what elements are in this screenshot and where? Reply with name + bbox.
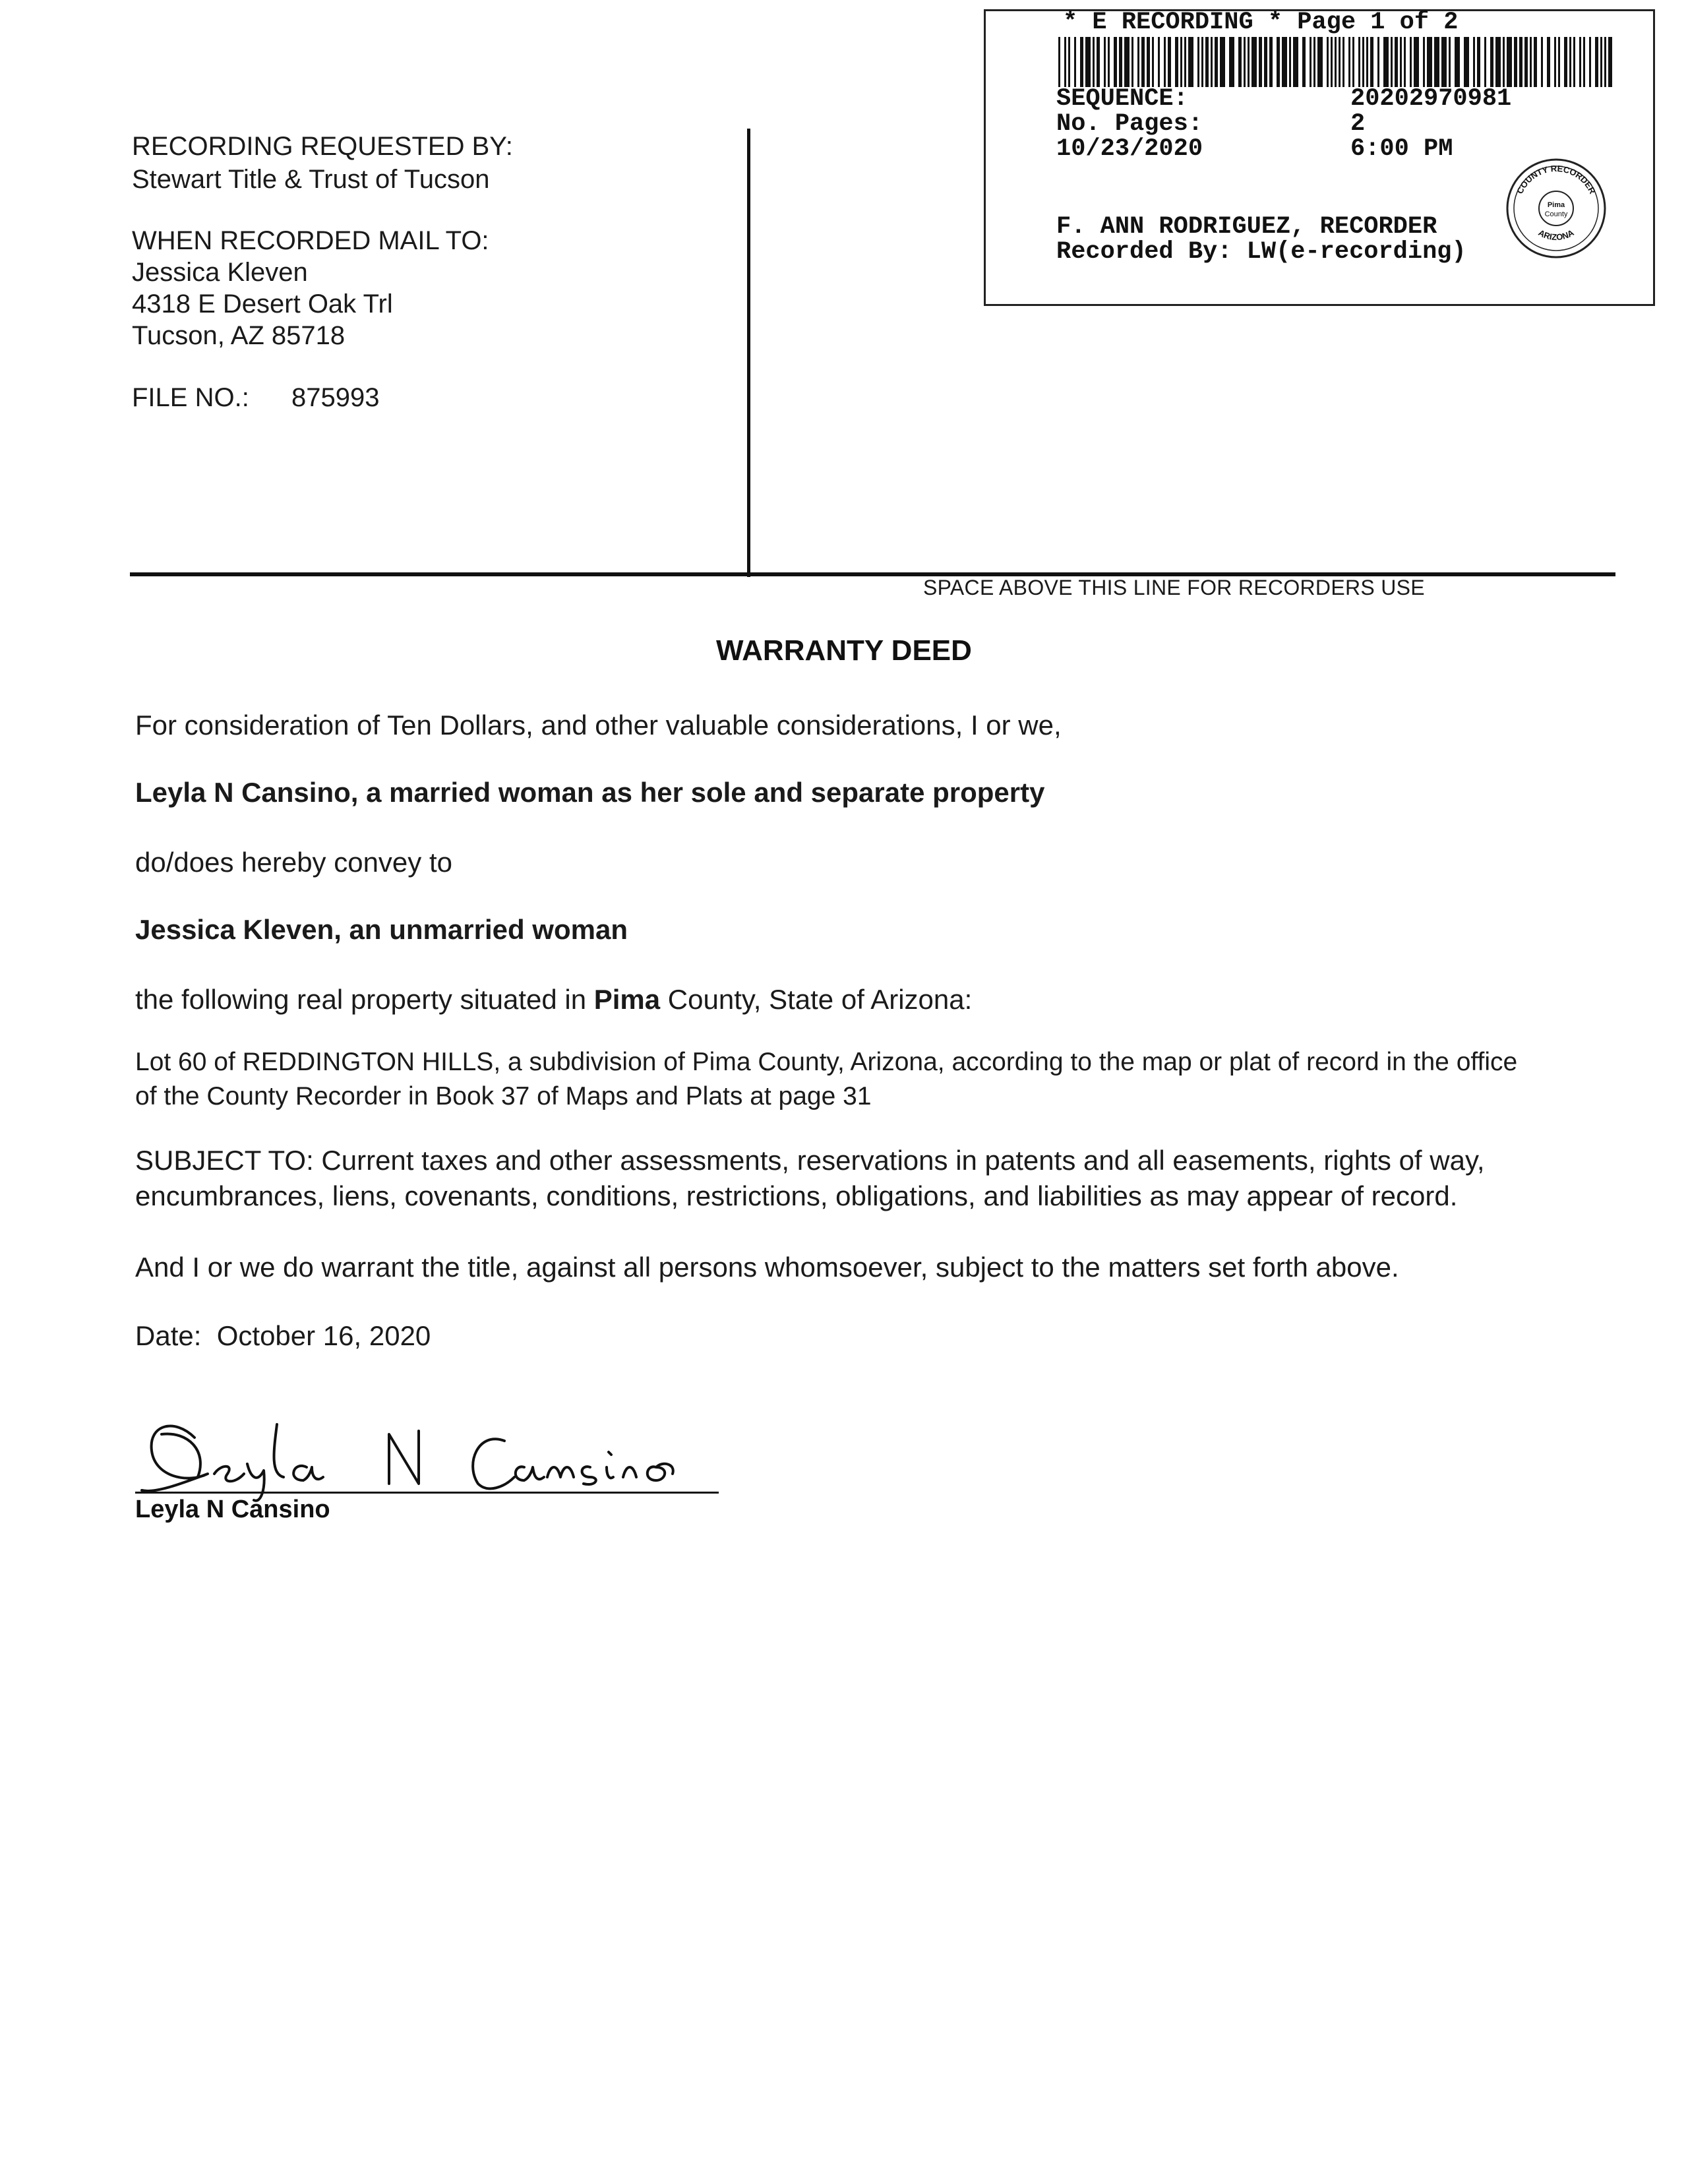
- grantee-text: Jessica Kleven, an unmarried woman: [135, 914, 628, 945]
- barcode-bar: [1583, 37, 1585, 87]
- barcode-bar: [1473, 37, 1475, 87]
- convey-text: do/does hereby convey to: [135, 847, 452, 878]
- barcode-bar: [1377, 37, 1379, 87]
- sequence-value: 20202970981: [1350, 85, 1512, 113]
- barcode-bar: [1579, 37, 1581, 87]
- barcode-bar: [1197, 37, 1199, 87]
- barcode-bar: [1164, 37, 1166, 87]
- file-no-value: 875993: [291, 383, 380, 412]
- barcode-bar: [1131, 37, 1133, 87]
- barcode-bar: [1534, 37, 1537, 87]
- barcode-bar: [1104, 37, 1106, 87]
- barcode-bar: [1064, 37, 1066, 87]
- barcode-bar: [1352, 37, 1354, 87]
- barcode-bar: [1484, 37, 1486, 87]
- pages-label: No. Pages:: [1056, 110, 1203, 138]
- barcode-bar: [1188, 37, 1193, 87]
- barcode-bar: [1114, 37, 1117, 87]
- mail-to-city: Tucson, AZ 85718: [132, 321, 346, 350]
- barcode-bar: [1391, 37, 1393, 87]
- property-intro-end: County, State of Arizona:: [667, 984, 973, 1015]
- barcode-bar: [1269, 37, 1273, 87]
- barcode-bar: [1277, 37, 1280, 87]
- barcode-bar: [1404, 37, 1406, 87]
- barcode-bar: [1477, 37, 1480, 87]
- barcode-bar: [1229, 37, 1234, 87]
- barcode-bar: [1514, 37, 1517, 87]
- sequence-label: SEQUENCE:: [1056, 85, 1188, 113]
- barcode-bar: [1604, 37, 1606, 87]
- barcode-bar: [1248, 37, 1250, 87]
- svg-text:Pima: Pima: [1547, 201, 1565, 209]
- barcode-bar: [1558, 37, 1560, 87]
- recorded-time: 6:00 PM: [1350, 135, 1453, 163]
- barcode-bar: [1310, 37, 1311, 87]
- property-intro-start: the following real property situated in: [135, 984, 587, 1015]
- barcode-bar: [1362, 37, 1364, 87]
- barcode-bar: [1434, 37, 1439, 87]
- barcode-bar: [1215, 37, 1218, 87]
- stamp-header: * E RECORDING * Page 1 of 2: [1063, 9, 1459, 36]
- recording-requested-value: Stewart Title & Trust of Tucson: [132, 165, 490, 194]
- warranty-text: And I or we do warrant the title, against all persons whomsoever, subject to the matters set forth above.: [135, 1252, 1399, 1283]
- subject-to-line-2: encumbrances, liens, covenants, conditions, restrictions, obligations, and liabilities as may appear of record.: [135, 1180, 1458, 1211]
- barcode-bar: [1547, 37, 1550, 87]
- barcode-bar: [1238, 37, 1242, 87]
- barcode-bar: [1490, 37, 1493, 87]
- svg-text:COUNTY RECORDER: COUNTY RECORDER: [1515, 163, 1598, 196]
- svg-text:County: County: [1544, 210, 1568, 218]
- date-value: October 16, 2020: [216, 1320, 431, 1351]
- barcode-bar: [1184, 37, 1186, 87]
- barcode-bar: [1108, 37, 1110, 87]
- barcode-bar: [1152, 37, 1154, 87]
- property-county: Pima: [593, 984, 661, 1015]
- barcode-bar: [1244, 37, 1246, 87]
- handwritten-signature: [135, 1411, 729, 1503]
- barcode-bar: [1158, 37, 1160, 87]
- barcode-bar: [1080, 37, 1083, 87]
- barcode-bar: [1124, 37, 1130, 87]
- barcode-bar: [1335, 37, 1337, 87]
- barcode-bar: [1449, 37, 1451, 87]
- barcode-bar: [1554, 37, 1556, 87]
- svg-text:ARIZONA: ARIZONA: [1536, 228, 1576, 243]
- barcode-bar: [1569, 37, 1571, 87]
- barcode-bar: [1289, 37, 1291, 87]
- legal-description-line-2: of the County Recorder in Book 37 of Maps and Plats at page 31: [135, 1082, 872, 1110]
- consideration-text: For consideration of Ten Dollars, and other valuable considerations, I or we,: [135, 710, 1062, 741]
- legal-description-line-1: Lot 60 of REDDINGTON HILLS, a subdivision of Pima County, Arizona, according to the map or plat of record in the office: [135, 1048, 1518, 1076]
- barcode-icon: [1058, 37, 1612, 87]
- barcode-bar: [1282, 37, 1287, 87]
- barcode-bar: [1608, 37, 1612, 87]
- barcode-bar: [1595, 37, 1598, 87]
- barcode-bar: [1251, 37, 1257, 87]
- barcode-bar: [1541, 37, 1543, 87]
- barcode-bar: [1414, 37, 1419, 87]
- barcode-bar: [1530, 37, 1532, 87]
- barcode-bar: [1339, 37, 1341, 87]
- grantor-text: Leyla N Cansino, a married woman as her sole and separate property: [135, 777, 1045, 808]
- barcode-bar: [1573, 37, 1575, 87]
- barcode-bar: [1259, 37, 1262, 87]
- barcode-bar: [1147, 37, 1150, 87]
- mail-to-label: WHEN RECORDED MAIL TO:: [132, 226, 489, 255]
- barcode-bar: [1495, 37, 1501, 87]
- barcode-bar: [1564, 37, 1567, 87]
- barcode-bar: [1119, 37, 1122, 87]
- barcode-bar: [1205, 37, 1209, 87]
- barcode-bar: [1503, 37, 1505, 87]
- file-no-label: FILE NO.:: [132, 383, 249, 412]
- date-label: Date:: [135, 1320, 202, 1351]
- county-seal-icon: [1505, 157, 1608, 260]
- mail-to-street: 4318 E Desert Oak Trl: [132, 289, 393, 318]
- pages-value: 2: [1350, 110, 1366, 138]
- barcode-bar: [1074, 37, 1076, 87]
- header-vertical-divider: [747, 129, 750, 577]
- recording-requested-label: RECORDING REQUESTED BY:: [132, 132, 513, 161]
- barcode-bar: [1383, 37, 1389, 87]
- barcode-bar: [1220, 37, 1225, 87]
- barcode-bar: [1410, 37, 1412, 87]
- barcode-bar: [1600, 37, 1602, 87]
- barcode-bar: [1293, 37, 1298, 87]
- barcode-bar: [1327, 37, 1329, 87]
- barcode-bar: [1302, 37, 1306, 87]
- deed-date: [135, 1319, 431, 1353]
- barcode-bar: [1317, 37, 1323, 87]
- signer-name: Leyla N Cansino: [135, 1496, 330, 1523]
- property-intro: [135, 983, 972, 1017]
- barcode-bar: [1441, 37, 1447, 87]
- barcode-bar: [1519, 37, 1522, 87]
- barcode-bar: [1524, 37, 1528, 87]
- barcode-bar: [1400, 37, 1402, 87]
- barcode-bar: [1464, 37, 1469, 87]
- document-title: WARRANTY DEED: [716, 634, 972, 667]
- barcode-bar: [1370, 37, 1373, 87]
- barcode-bar: [1168, 37, 1171, 87]
- barcode-bar: [1175, 37, 1178, 87]
- barcode-bar: [1093, 37, 1095, 87]
- barcode-bar: [1141, 37, 1145, 87]
- barcode-bar: [1097, 37, 1100, 87]
- recorded-by: Recorded By: LW(e-recording): [1056, 238, 1466, 266]
- recorder-name: F. ANN RODRIGUEZ, RECORDER: [1056, 213, 1437, 241]
- space-above-note: SPACE ABOVE THIS LINE FOR RECORDERS USE: [923, 576, 1425, 599]
- barcode-bar: [1395, 37, 1398, 87]
- barcode-bar: [1058, 37, 1060, 87]
- barcode-bar: [1589, 37, 1591, 87]
- recorded-date: 10/23/2020: [1056, 135, 1203, 163]
- barcode-bar: [1085, 37, 1091, 87]
- subject-to-line-1: SUBJECT TO: Current taxes and other assessments, reservations in patents and all easements, rights of way,: [135, 1145, 1485, 1176]
- barcode-bar: [1068, 37, 1070, 87]
- barcode-bar: [1201, 37, 1203, 87]
- barcode-bar: [1427, 37, 1432, 87]
- barcode-bar: [1211, 37, 1213, 87]
- barcode-bar: [1137, 37, 1139, 87]
- barcode-bar: [1507, 37, 1512, 87]
- barcode-bar: [1331, 37, 1333, 87]
- barcode-bar: [1423, 37, 1425, 87]
- barcode-bar: [1358, 37, 1360, 87]
- barcode-bar: [1180, 37, 1182, 87]
- barcode-bar: [1348, 37, 1350, 87]
- barcode-bar: [1264, 37, 1267, 87]
- barcode-bar: [1342, 37, 1344, 87]
- mail-to-name: Jessica Kleven: [132, 258, 308, 287]
- signature-line: [135, 1492, 719, 1494]
- barcode-bar: [1313, 37, 1315, 87]
- barcode-bar: [1455, 37, 1460, 87]
- barcode-bar: [1366, 37, 1368, 87]
